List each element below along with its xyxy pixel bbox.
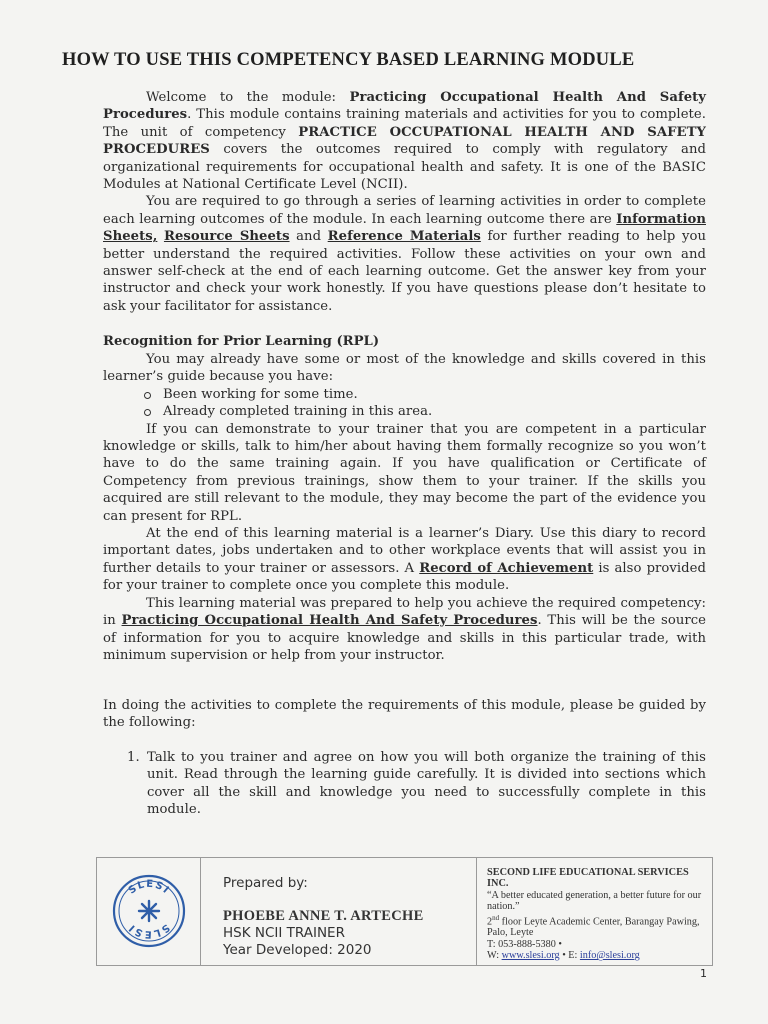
organization-address [487, 913, 712, 939]
organization-block [487, 867, 712, 962]
list-item [103, 386, 706, 403]
bullet-text: Already completed training in this area. [163, 404, 433, 420]
intro-section [103, 89, 706, 315]
bullet-text: Been working for some time. [163, 386, 358, 402]
text-run: Welcome to the module: [146, 90, 350, 105]
page-number: 1 [700, 967, 707, 980]
author-name: PHOEBE ANNE T. ARTECHE [223, 908, 424, 924]
competency-bold: PRACTICE OCCUPATIONAL HEALTH AND SAFETY PROCEDURES [103, 124, 706, 158]
svg-text:SLESI: SLESI [126, 921, 172, 940]
guide-section [103, 697, 706, 818]
organization-tagline: “A better educated generation, a better future for our nation.” [487, 889, 702, 913]
rpl-bullet-list [103, 386, 706, 421]
module-title-bold: Practicing Occupational Health And Safety Procedures [103, 90, 706, 123]
footer-divider [200, 858, 201, 965]
record-of-achievement-link[interactable]: Record of Achievement [419, 560, 594, 576]
module-title-link[interactable]: Practicing Occupational Health And Safety Procedures [121, 613, 538, 629]
footer-box [96, 857, 713, 966]
footer-divider [476, 858, 477, 965]
text-run: • E: [559, 950, 580, 962]
rpl-paragraph-3 [103, 525, 706, 595]
prepared-by-label: Prepared by: [223, 875, 308, 891]
text-run: is also provided for your trainer to complete once you complete this module. [103, 560, 707, 594]
list-item-text: Talk to you trainer and agree on how you will both organize the training of this unit. Read through the learning guide carefully. It is divided into sections which cover all the skill and knowledge you need to successfully complete in this module. [147, 749, 706, 818]
text-run: At the end of this learning material is a learner’s Diary. Use this diary to record important dates, jobs undertaken and to other workplace events that will assist you in further details to your trainer or assessors. A [103, 526, 706, 576]
organization-contacts [487, 950, 712, 961]
rpl-paragraph-2: If you can demonstrate to your trainer that you are competent in a particular knowledge or skills, talk to him/her about having them formally recognize so you won’t have to do the same training again. If you have qualification or Certificate of Competency from previous trainings, show them to your trainer. If the skills you acquired are still relevant to the module, they may become the part of the evidence you can present for RPL. [103, 421, 706, 524]
text-run [157, 229, 164, 244]
information-sheets-link[interactable]: Information Sheets, [103, 211, 706, 245]
list-number: 1. [127, 749, 140, 765]
text-run: This learning material was prepared to help you achieve the required competency: in [103, 595, 706, 629]
rpl-paragraph-4 [103, 595, 706, 665]
author-role: HSK NCII TRAINER [223, 925, 345, 941]
list-item [103, 403, 706, 420]
organization-name: SECOND LIFE EDUCATIONAL SERVICES INC. [487, 867, 689, 890]
text-run: covers the outcomes required to comply with regulatory and organizational requirements for occupational health and safety. It is one of the BASIC Modules at National Certificate Level (NCII). [103, 142, 706, 193]
rpl-heading: Recognition for Prior Learning (RPL) [103, 334, 380, 349]
text-run: W: [487, 950, 502, 962]
text-run: . This will be the source of information for you to acquire knowledge and skills in this particular trade, with minimum supervision or help from your instructor. [103, 613, 707, 663]
text-run: You are required to go through a series of learning activities in order to complete each learning outcomes of the module. In each learning outcome there are [103, 194, 706, 227]
email-link[interactable]: info@slesi.org [579, 950, 640, 962]
organization-phone: T: 053-888-5380 • [487, 938, 562, 950]
year-developed: Year Developed: 2020 [223, 942, 372, 958]
svg-text:SLESI: SLESI [126, 878, 172, 897]
guide-numbered-list [103, 749, 706, 819]
list-item [103, 749, 706, 819]
reference-materials-link[interactable]: Reference Materials [327, 229, 481, 245]
ordinal-suffix: nd [492, 913, 500, 922]
website-link[interactable]: www.slesi.org [501, 950, 560, 962]
rpl-section [103, 351, 706, 664]
guide-intro: In doing the activities to complete the requirements of this module, please be guided by the following: [103, 698, 706, 731]
text-run: floor Leyte Academic Center, Barangay Pawing, Palo, Leyte [487, 916, 700, 939]
text-run: and [289, 229, 328, 245]
text-run: . This module contains training materials and activities for you to complete. The unit of competency [103, 107, 706, 140]
intro-paragraph-2 [103, 193, 706, 315]
text-run: 2 [487, 916, 493, 928]
page-title: HOW TO USE THIS COMPETENCY BASED LEARNING MODULE [62, 50, 635, 70]
slesi-logo-icon [111, 873, 187, 949]
text-run: for further reading to help you better understand the required activities. Follow these activities on your own and answer self-check at the end of each learning outcome. Get the answer key from your instructor and check your work honestly. If you have questions please don’t hesitate to ask your facilitator for assistance. [103, 229, 706, 314]
rpl-paragraph-1: You may already have some or most of the knowledge and skills covered in this learner’s guide because you have: [103, 352, 706, 385]
resource-sheets-link[interactable]: Resource Sheets [163, 229, 290, 245]
intro-paragraph-1 [103, 89, 706, 193]
prepared-by-block [223, 875, 424, 959]
